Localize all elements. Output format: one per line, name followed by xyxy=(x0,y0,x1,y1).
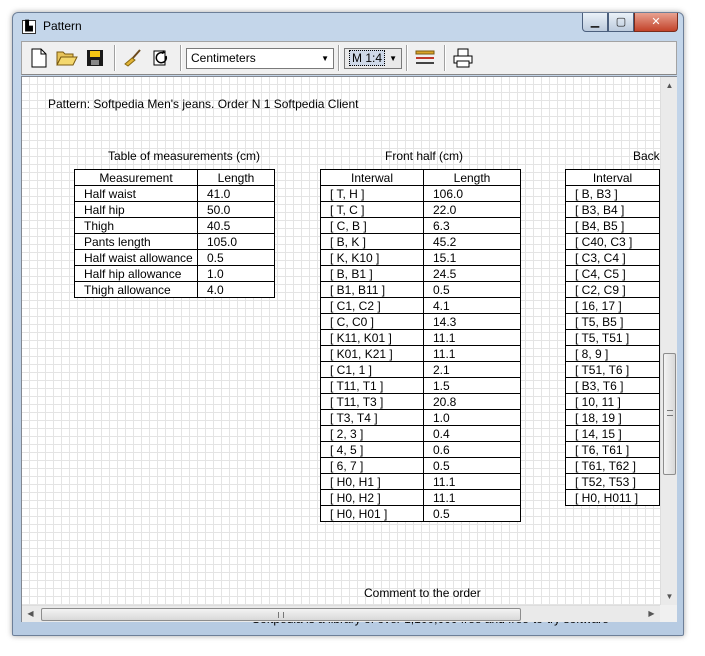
table-row xyxy=(566,234,660,250)
table-row xyxy=(566,282,660,298)
row-value-cell: 45.2 xyxy=(424,234,521,250)
table-row xyxy=(566,330,660,346)
table-row xyxy=(566,490,660,506)
row-value-cell: 11.1 xyxy=(424,346,521,362)
properties-button[interactable] xyxy=(412,45,438,71)
row-label-cell: [ T6, T61 ] xyxy=(566,442,660,458)
table-row xyxy=(566,458,660,474)
table-row xyxy=(75,218,275,234)
row-value-cell: 0.6 xyxy=(424,442,521,458)
horizontal-scroll-thumb[interactable] xyxy=(41,608,521,621)
column-header: Interwal xyxy=(321,170,424,186)
new-document-icon xyxy=(31,48,47,68)
scroll-down-icon[interactable]: ▼ xyxy=(665,592,674,601)
refresh-button[interactable] xyxy=(148,45,174,71)
printer-icon xyxy=(452,48,474,68)
row-value-cell: 14.3 xyxy=(424,314,521,330)
row-label-cell: [ C, C0 ] xyxy=(321,314,424,330)
table-row xyxy=(321,378,521,394)
table-row xyxy=(566,266,660,282)
row-label-cell: [ B, B1 ] xyxy=(321,266,424,282)
close-button[interactable]: ✕ xyxy=(634,13,678,32)
table-row xyxy=(321,442,521,458)
row-label-cell: [ 10, 11 ] xyxy=(566,394,660,410)
row-label-cell: [ C2, C9 ] xyxy=(566,282,660,298)
table-row xyxy=(566,346,660,362)
open-button[interactable] xyxy=(54,45,80,71)
row-value-cell: 50.0 xyxy=(198,202,275,218)
column-header: Length xyxy=(198,170,275,186)
minimize-button[interactable]: ▁ xyxy=(582,13,608,32)
row-value-cell: 11.1 xyxy=(424,474,521,490)
row-value-cell: 20.8 xyxy=(424,394,521,410)
row-label-cell: [ H0, H1 ] xyxy=(321,474,424,490)
table-row xyxy=(321,314,521,330)
row-value-cell: 1.5 xyxy=(424,378,521,394)
toolbar-separator xyxy=(444,45,446,71)
row-label-cell: [ T5, B5 ] xyxy=(566,314,660,330)
row-value-cell: 0.5 xyxy=(424,506,521,522)
table-row xyxy=(75,282,275,298)
measurements-caption: Table of measurements (cm) xyxy=(108,149,261,163)
table-row xyxy=(321,426,521,442)
table-row xyxy=(321,202,521,218)
toolbar-separator xyxy=(114,45,116,71)
table-row xyxy=(566,378,660,394)
row-label-cell: Half waist allowance xyxy=(75,250,198,266)
comment-title: Comment to the order xyxy=(364,586,481,600)
row-label-cell: [ K, K10 ] xyxy=(321,250,424,266)
row-label-cell: [ C, B ] xyxy=(321,218,424,234)
table-row xyxy=(566,314,660,330)
row-value-cell: 11.1 xyxy=(424,330,521,346)
row-label-cell: [ H0, H01 ] xyxy=(321,506,424,522)
window-title: Pattern xyxy=(43,19,82,33)
save-button[interactable] xyxy=(82,45,108,71)
front-half-caption: Front half (cm) xyxy=(385,149,464,163)
refresh-icon xyxy=(151,48,171,68)
row-label-cell: [ T3, T4 ] xyxy=(321,410,424,426)
table-row xyxy=(566,410,660,426)
row-label-cell: [ 18, 19 ] xyxy=(566,410,660,426)
table-row xyxy=(75,186,275,202)
table-row xyxy=(566,442,660,458)
row-label-cell: [ C3, C4 ] xyxy=(566,250,660,266)
save-disk-icon xyxy=(86,49,104,67)
row-value-cell: 105.0 xyxy=(198,234,275,250)
row-label-cell: [ T11, T1 ] xyxy=(321,378,424,394)
row-label-cell: Half hip xyxy=(75,202,198,218)
row-label-cell: [ B3, B4 ] xyxy=(566,202,660,218)
units-value: Centimeters xyxy=(191,51,256,65)
table-row xyxy=(321,186,521,202)
new-document-button[interactable] xyxy=(26,45,52,71)
open-folder-icon xyxy=(56,49,78,67)
table-row xyxy=(566,250,660,266)
row-label-cell: Thigh allowance xyxy=(75,282,198,298)
column-header: Measurement xyxy=(75,170,198,186)
row-label-cell: [ T11, T3 ] xyxy=(321,394,424,410)
row-value-cell: 4.0 xyxy=(198,282,275,298)
row-label-cell: [ 16, 17 ] xyxy=(566,298,660,314)
row-value-cell: 1.0 xyxy=(198,266,275,282)
row-label-cell: [ K11, K01 ] xyxy=(321,330,424,346)
table-row xyxy=(566,474,660,490)
broom-icon xyxy=(123,48,143,68)
table-row xyxy=(321,506,521,522)
table-row xyxy=(566,218,660,234)
table-row xyxy=(321,458,521,474)
row-value-cell: 0.4 xyxy=(424,426,521,442)
row-label-cell: [ H0, H2 ] xyxy=(321,490,424,506)
table-row xyxy=(566,394,660,410)
row-label-cell: [ C1, C2 ] xyxy=(321,298,424,314)
row-label-cell: [ T51, T6 ] xyxy=(566,362,660,378)
vertical-scroll-thumb[interactable] xyxy=(663,353,676,475)
toolbar xyxy=(21,41,677,75)
column-header: Length xyxy=(424,170,521,186)
toolbar-separator xyxy=(180,45,182,71)
row-value-cell: 0.5 xyxy=(424,458,521,474)
table-row xyxy=(321,218,521,234)
row-label-cell: [ B3, T6 ] xyxy=(566,378,660,394)
toolbar-separator xyxy=(406,45,408,71)
row-value-cell: 41.0 xyxy=(198,186,275,202)
pattern-canvas xyxy=(22,77,660,605)
row-label-cell: [ T, H ] xyxy=(321,186,424,202)
row-label-cell: [ H0, H011 ] xyxy=(566,490,660,506)
scale-value: M 1:4 xyxy=(349,50,385,66)
table-row xyxy=(321,298,521,314)
row-label-cell: [ 4, 5 ] xyxy=(321,442,424,458)
back-half-table xyxy=(565,169,660,506)
table-row xyxy=(566,298,660,314)
scroll-left-icon[interactable]: ◀ xyxy=(27,609,34,618)
table-row xyxy=(75,234,275,250)
table-row xyxy=(321,330,521,346)
print-button[interactable] xyxy=(450,45,476,71)
row-label-cell: Thigh xyxy=(75,218,198,234)
row-label-cell: [ T52, T53 ] xyxy=(566,474,660,490)
row-label-cell: Half waist xyxy=(75,186,198,202)
row-value-cell: 22.0 xyxy=(424,202,521,218)
row-value-cell: 106.0 xyxy=(424,186,521,202)
table-row xyxy=(321,490,521,506)
table-row xyxy=(566,426,660,442)
measurements-table xyxy=(74,169,275,298)
row-label-cell: [ 8, 9 ] xyxy=(566,346,660,362)
table-row xyxy=(321,282,521,298)
units-select[interactable] xyxy=(186,48,334,69)
table-row xyxy=(75,202,275,218)
maximize-button[interactable]: ▢ xyxy=(608,13,634,32)
row-label-cell: Pants length xyxy=(75,234,198,250)
row-value-cell: 1.0 xyxy=(424,410,521,426)
table-row xyxy=(566,202,660,218)
table-row xyxy=(566,362,660,378)
table-row xyxy=(75,266,275,282)
row-label-cell: [ C40, C3 ] xyxy=(566,234,660,250)
scroll-right-icon[interactable]: ▶ xyxy=(648,609,655,618)
front-half-table xyxy=(320,169,521,522)
toolbar-separator xyxy=(338,45,340,71)
pattern-view xyxy=(21,76,677,622)
row-label-cell: [ B1, B11 ] xyxy=(321,282,424,298)
title-bar[interactable] xyxy=(13,13,683,41)
row-value-cell: 0.5 xyxy=(424,282,521,298)
scroll-up-icon[interactable]: ▲ xyxy=(665,81,674,90)
table-row xyxy=(321,250,521,266)
vertical-scrollbar[interactable] xyxy=(660,77,677,605)
chevron-down-icon[interactable]: ▼ xyxy=(321,53,329,63)
scale-select[interactable] xyxy=(344,48,402,69)
horizontal-scrollbar[interactable] xyxy=(22,605,660,622)
row-value-cell: 11.1 xyxy=(424,490,521,506)
row-label-cell: [ 14, 15 ] xyxy=(566,426,660,442)
row-label-cell: [ C1, 1 ] xyxy=(321,362,424,378)
row-label-cell: [ T, C ] xyxy=(321,202,424,218)
table-row xyxy=(321,266,521,282)
scrollbar-corner xyxy=(660,605,677,622)
chevron-down-icon[interactable]: ▼ xyxy=(389,53,397,63)
row-value-cell: 24.5 xyxy=(424,266,521,282)
row-label-cell: [ 2, 3 ] xyxy=(321,426,424,442)
row-label-cell: [ 6, 7 ] xyxy=(321,458,424,474)
row-value-cell: 6.3 xyxy=(424,218,521,234)
row-label-cell: [ B, K ] xyxy=(321,234,424,250)
row-label-cell: [ B4, B5 ] xyxy=(566,218,660,234)
table-row xyxy=(321,410,521,426)
app-icon[interactable]: ▙ xyxy=(22,20,36,34)
ruler-lines-icon xyxy=(414,49,436,67)
table-row xyxy=(566,186,660,202)
table-row xyxy=(75,250,275,266)
row-value-cell: 0.5 xyxy=(198,250,275,266)
table-row xyxy=(321,474,521,490)
row-label-cell: [ T61, T62 ] xyxy=(566,458,660,474)
row-label-cell: [ T5, T51 ] xyxy=(566,330,660,346)
table-row xyxy=(321,362,521,378)
clear-button[interactable] xyxy=(120,45,146,71)
column-header: Interval xyxy=(566,170,660,186)
table-row xyxy=(321,346,521,362)
row-label-cell: Half hip allowance xyxy=(75,266,198,282)
back-half-caption: Back xyxy=(633,149,660,163)
row-value-cell: 4.1 xyxy=(424,298,521,314)
row-value-cell: 40.5 xyxy=(198,218,275,234)
pattern-window xyxy=(12,12,684,636)
table-row xyxy=(321,234,521,250)
pattern-header: Pattern: Softpedia Men's jeans. Order N 1 Softpedia Client xyxy=(48,97,359,111)
row-label-cell: [ C4, C5 ] xyxy=(566,266,660,282)
row-value-cell: 2.1 xyxy=(424,362,521,378)
table-row xyxy=(321,394,521,410)
row-value-cell: 15.1 xyxy=(424,250,521,266)
row-label-cell: [ B, B3 ] xyxy=(566,186,660,202)
row-label-cell: [ K01, K21 ] xyxy=(321,346,424,362)
